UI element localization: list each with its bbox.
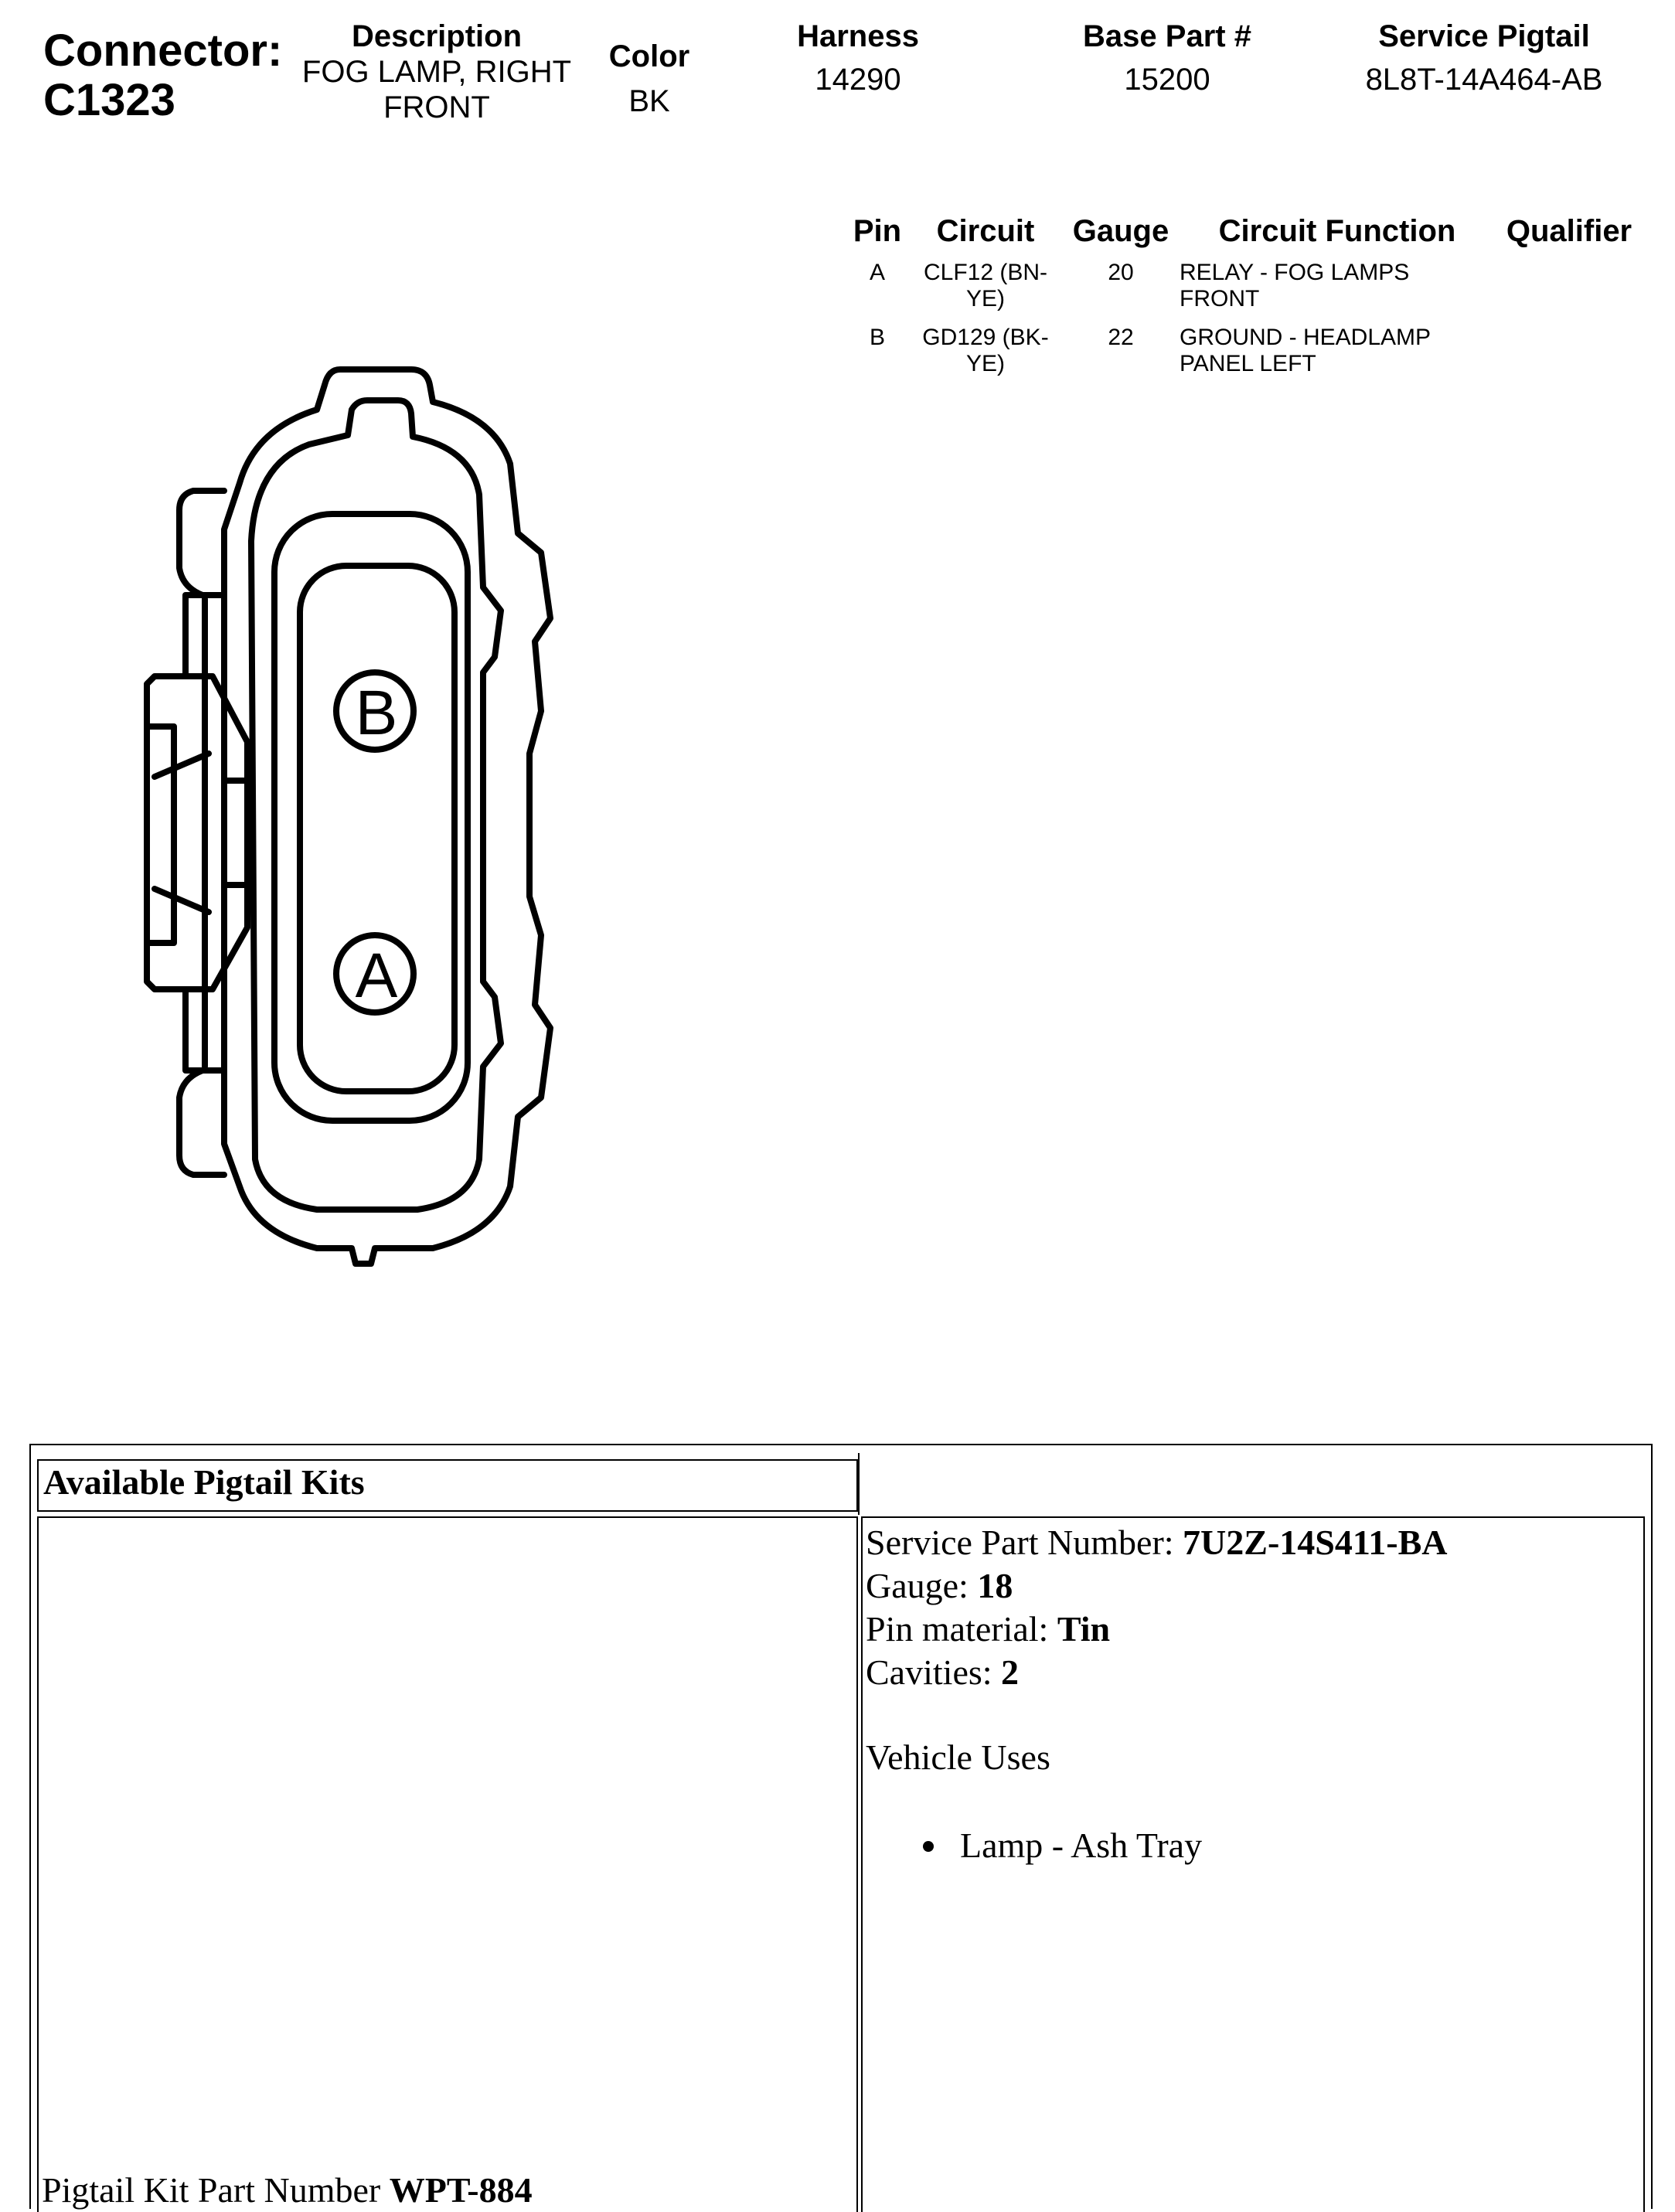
kit-part-label: Pigtail Kit Part Number (42, 2170, 381, 2210)
qualifier-header: Qualifier (1506, 214, 1632, 248)
gauge-header: Gauge (1072, 214, 1169, 248)
pin-header: Pin (853, 214, 902, 248)
table-row-gauge: 22 (1108, 325, 1134, 350)
table-row-pin: B (869, 325, 885, 350)
pin-material-label: Pin material: (866, 1609, 1049, 1649)
vehicle-uses-list (866, 1824, 1448, 1867)
harness-column (765, 19, 951, 97)
service-part-line (866, 1521, 1448, 1564)
connector-latch (186, 676, 247, 989)
kit-part-number (42, 2169, 533, 2212)
kits-title-cell (37, 1459, 858, 1512)
pin-material-value: Tin (1057, 1609, 1111, 1649)
table-row-gauge: 20 (1108, 260, 1134, 285)
pin-label: A (355, 941, 398, 1011)
color-label: Color (608, 39, 690, 73)
pin-label: B (355, 678, 398, 748)
connector-latch (179, 1070, 224, 1175)
circuit-header: Circuit (936, 214, 1035, 248)
table-row-circuit: GD129 (BK-YE) (922, 325, 1049, 376)
vehicle-use-text: Lamp - Ash Tray (960, 1826, 1203, 1865)
connector-latch (179, 491, 224, 595)
connector-face-drawing (139, 356, 572, 1283)
gauge-line (866, 1564, 1448, 1608)
cavities-value: 2 (1001, 1652, 1020, 1692)
cavities-line (866, 1651, 1448, 1694)
service-part-label: Service Part Number: (866, 1523, 1174, 1562)
kits-title-spacer (858, 1453, 1645, 1515)
connector-latch (147, 595, 224, 1070)
kit-part-value: WPT-884 (389, 2170, 533, 2210)
connector-label: Connector: (43, 26, 283, 76)
color-value: BK (628, 84, 670, 118)
bullet-icon (923, 1841, 934, 1852)
base-part-column (1051, 19, 1283, 97)
table-row-function: GROUND - HEADLAMP PANEL LEFT (1180, 325, 1431, 376)
description-column (290, 19, 584, 125)
connector-latch (155, 754, 209, 912)
list-item (866, 1824, 1448, 1867)
kit-details-cell (861, 1516, 1645, 2212)
vehicle-uses-heading: Vehicle Uses (866, 1737, 1050, 1777)
circuit-function-header: Circuit Function (1218, 214, 1456, 248)
table-row-function: RELAY - FOG LAMPS FRONT (1180, 260, 1410, 311)
kit-details (866, 1521, 1448, 1867)
kits-title: Available Pigtail Kits (43, 1462, 365, 1502)
base-part-label: Base Part # (1083, 19, 1251, 53)
connector-latch (224, 781, 247, 885)
service-pigtail-value: 8L8T-14A464-AB (1365, 63, 1603, 97)
pin-material-line (866, 1608, 1448, 1651)
harness-label: Harness (797, 19, 919, 53)
connector-id: C1323 (43, 75, 175, 125)
description-label: Description (351, 19, 523, 53)
base-part-value: 15200 (1124, 63, 1210, 97)
gauge-label: Gauge: (866, 1566, 969, 1605)
description-value: FOG LAMP, RIGHT FRONT (301, 55, 572, 124)
gauge-value: 18 (977, 1566, 1013, 1605)
table-row-pin: A (869, 260, 885, 285)
color-column (587, 39, 711, 119)
connector-title (43, 26, 282, 125)
harness-value: 14290 (815, 63, 901, 97)
service-pigtail-column (1329, 19, 1639, 97)
cavities-label: Cavities: (866, 1652, 992, 1692)
kit-image-cell (37, 1516, 858, 2212)
table-row-circuit: CLF12 (BN-YE) (923, 260, 1048, 311)
connector-latch (147, 727, 174, 943)
service-pigtail-label: Service Pigtail (1378, 19, 1590, 53)
service-part-value: 7U2Z-14S411-BA (1183, 1523, 1448, 1562)
